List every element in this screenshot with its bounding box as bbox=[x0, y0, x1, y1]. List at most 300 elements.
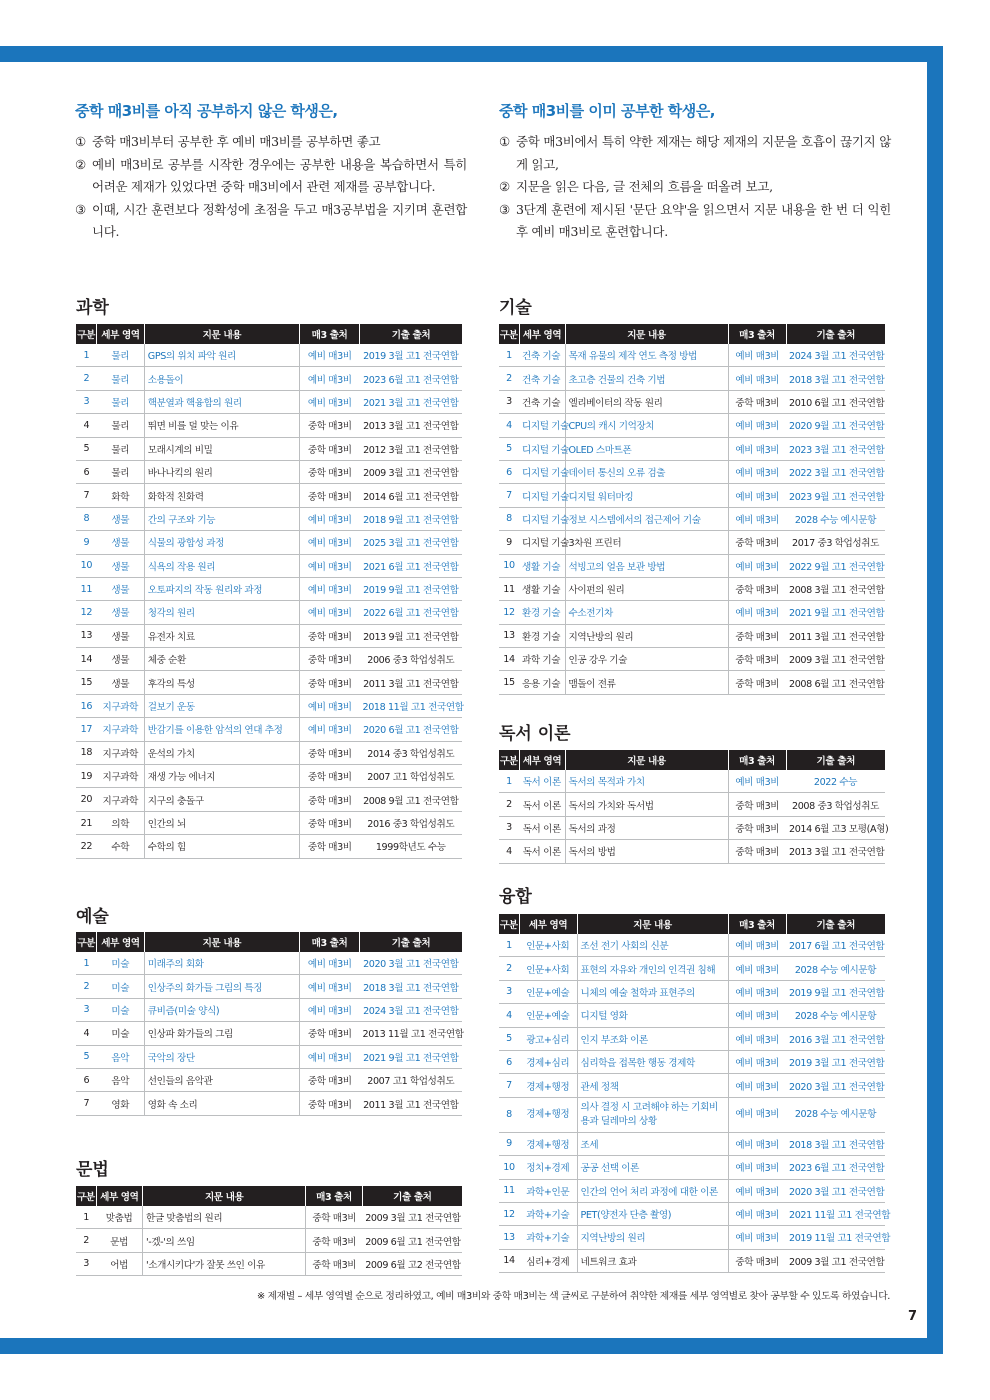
cell-source: 예비 매3비 bbox=[300, 975, 360, 998]
column-header: 구분 bbox=[499, 324, 519, 344]
cell-source: 예비 매3비 bbox=[728, 344, 786, 367]
guide-step bbox=[75, 131, 467, 154]
cell-number: 3 bbox=[499, 980, 519, 1003]
guide-steps bbox=[499, 131, 891, 244]
guide-step bbox=[499, 176, 891, 199]
cell-exam: 2014 중3 학업성취도 bbox=[360, 741, 462, 764]
table-arts bbox=[76, 932, 462, 1116]
cell-area: 물리 bbox=[97, 367, 145, 390]
table-row bbox=[499, 1249, 885, 1272]
cell-source: 예비 매3비 bbox=[300, 531, 360, 554]
cell-number: 14 bbox=[76, 648, 97, 671]
cell-area: 지구과학 bbox=[97, 765, 145, 788]
cell-number: 3 bbox=[499, 390, 519, 413]
column-header: 구분 bbox=[499, 914, 519, 934]
cell-area: 생활 기술 bbox=[519, 577, 565, 600]
cell-content: 간의 구조와 기능 bbox=[144, 507, 299, 530]
cell-content: 지역난방의 원리 bbox=[577, 1226, 728, 1249]
table-row bbox=[76, 835, 462, 858]
table-header-row bbox=[499, 914, 885, 934]
cell-area: 인문+사회 bbox=[519, 934, 577, 957]
cell-area: 화학 bbox=[97, 484, 145, 507]
cell-exam: 2012 3월 고1 전국연합 bbox=[360, 437, 462, 460]
cell-number: 16 bbox=[76, 694, 97, 717]
cell-area: 생활 기술 bbox=[519, 554, 565, 577]
cell-exam: 2017 중3 학업성취도 bbox=[786, 531, 885, 554]
cell-number: 10 bbox=[499, 1156, 519, 1179]
cell-content: 소용돌이 bbox=[144, 367, 299, 390]
table-row bbox=[499, 957, 885, 980]
cell-source: 중학 매3비 bbox=[728, 648, 786, 671]
column-header: 지문 내용 bbox=[565, 750, 728, 770]
cell-area: 디지털 기술 bbox=[519, 460, 565, 483]
cell-exam: 2019 11월 고1 전국연합 bbox=[786, 1226, 885, 1249]
table-header-row bbox=[76, 324, 462, 344]
cell-content: 국악의 장단 bbox=[144, 1045, 299, 1068]
cell-content: 목재 유물의 제작 연도 측정 방법 bbox=[565, 344, 728, 367]
step-number: ① bbox=[499, 134, 510, 149]
cell-exam: 2007 고1 학업성취도 bbox=[360, 1068, 462, 1091]
cell-source: 예비 매3비 bbox=[300, 344, 360, 367]
cell-source: 중학 매3비 bbox=[300, 648, 360, 671]
cell-number: 17 bbox=[76, 718, 97, 741]
column-header: 기출 출처 bbox=[786, 324, 885, 344]
cell-exam: 2008 3월 고1 전국연합 bbox=[786, 577, 885, 600]
cell-number: 3 bbox=[76, 1252, 96, 1275]
table-row bbox=[499, 344, 885, 367]
cell-content: 바나나킥의 원리 bbox=[144, 460, 299, 483]
table-row bbox=[499, 601, 885, 624]
table-row bbox=[76, 484, 462, 507]
cell-number: 12 bbox=[76, 601, 97, 624]
table-row bbox=[499, 1074, 885, 1097]
cell-source: 예비 매3비 bbox=[300, 367, 360, 390]
cell-source: 중학 매3비 bbox=[300, 437, 360, 460]
cell-source: 중학 매3비 bbox=[728, 624, 786, 647]
cell-source: 중학 매3비 bbox=[300, 765, 360, 788]
cell-content: 수학의 힘 bbox=[144, 835, 299, 858]
column-header: 지문 내용 bbox=[144, 324, 299, 344]
cell-area: 물리 bbox=[97, 460, 145, 483]
cell-exam: 2022 9월 고1 전국연합 bbox=[786, 554, 885, 577]
cell-content: 관세 정책 bbox=[577, 1074, 728, 1097]
cell-area: 생물 bbox=[97, 601, 145, 624]
cell-number: 1 bbox=[76, 1206, 96, 1229]
table-row bbox=[76, 811, 462, 834]
table-row bbox=[76, 694, 462, 717]
column-header: 매3 출처 bbox=[728, 324, 786, 344]
cell-area: 생물 bbox=[97, 624, 145, 647]
table-row bbox=[76, 367, 462, 390]
cell-area: 물리 bbox=[97, 344, 145, 367]
cell-area: 물리 bbox=[97, 390, 145, 413]
cell-number: 4 bbox=[76, 414, 97, 437]
cell-exam: 2020 3월 고1 전국연합 bbox=[786, 1179, 885, 1202]
guide-step bbox=[75, 154, 467, 199]
cell-content: 오토파지의 작동 원리와 과정 bbox=[144, 577, 299, 600]
table-row bbox=[76, 1068, 462, 1091]
cell-area: 과학+기술 bbox=[519, 1226, 577, 1249]
cell-number: 7 bbox=[76, 484, 97, 507]
table-row bbox=[76, 624, 462, 647]
cell-number: 13 bbox=[76, 624, 97, 647]
step-text: 이때, 시간 훈련보다 정확성에 초점을 두고 매3공부법을 지키며 훈련합니다. bbox=[92, 201, 467, 239]
cell-content: 선인들의 음악관 bbox=[144, 1068, 299, 1091]
column-header: 세부 영역 bbox=[519, 324, 565, 344]
cell-source: 중학 매3비 bbox=[728, 1249, 786, 1272]
cell-number: 7 bbox=[499, 1074, 519, 1097]
cell-number: 2 bbox=[76, 975, 97, 998]
table-row bbox=[499, 1004, 885, 1027]
cell-area: 의학 bbox=[97, 811, 145, 834]
cell-number: 1 bbox=[499, 344, 519, 367]
table-row bbox=[76, 1092, 462, 1115]
table-row bbox=[76, 460, 462, 483]
cell-area: 어법 bbox=[96, 1252, 142, 1275]
column-header: 세부 영역 bbox=[97, 324, 145, 344]
cell-area: 과학+기술 bbox=[519, 1202, 577, 1225]
cell-source: 예비 매3비 bbox=[728, 601, 786, 624]
column-header: 구분 bbox=[76, 1186, 96, 1206]
cell-source: 중학 매3비 bbox=[306, 1206, 362, 1229]
cell-content: 디지털 워터마킹 bbox=[565, 484, 728, 507]
table-row bbox=[499, 770, 885, 793]
column-header: 구분 bbox=[76, 324, 97, 344]
cell-content: 수소전기차 bbox=[565, 601, 728, 624]
table-grammar bbox=[76, 1186, 462, 1276]
table-row bbox=[76, 601, 462, 624]
cell-area: 생물 bbox=[97, 577, 145, 600]
cell-source: 예비 매3비 bbox=[728, 1226, 786, 1249]
cell-number: 2 bbox=[76, 1229, 96, 1252]
table-row bbox=[76, 390, 462, 413]
column-header: 매3 출처 bbox=[306, 1186, 362, 1206]
cell-source: 예비 매3비 bbox=[300, 601, 360, 624]
table-row bbox=[499, 980, 885, 1003]
guide-title: 중학 매3비를 이미 공부한 학생은, bbox=[499, 102, 715, 120]
cell-area: 환경 기술 bbox=[519, 601, 565, 624]
section-title-technology: 기술 bbox=[499, 298, 532, 318]
table-row bbox=[76, 1206, 462, 1229]
table-row bbox=[499, 671, 885, 694]
cell-area: 인문+예술 bbox=[519, 1004, 577, 1027]
cell-content: 석빙고의 얼음 보관 방법 bbox=[565, 554, 728, 577]
cell-content: GPS의 위치 파악 원리 bbox=[144, 344, 299, 367]
section-title-reading: 독서 이론 bbox=[499, 724, 571, 744]
cell-exam: 2020 9월 고1 전국연합 bbox=[786, 414, 885, 437]
cell-area: 생물 bbox=[97, 507, 145, 530]
cell-source: 예비 매3비 bbox=[728, 1156, 786, 1179]
top-blue-bar bbox=[0, 46, 943, 62]
cell-number: 9 bbox=[76, 531, 97, 554]
table-row bbox=[499, 507, 885, 530]
cell-area: 경제+행정 bbox=[519, 1074, 577, 1097]
cell-content: 핵분열과 핵융합의 원리 bbox=[144, 390, 299, 413]
cell-exam: 2018 11월 고1 전국연합 bbox=[360, 694, 462, 717]
cell-exam: 2022 3월 고1 전국연합 bbox=[786, 460, 885, 483]
cell-content: 모래시계의 비밀 bbox=[144, 437, 299, 460]
cell-exam: 2016 3월 고1 전국연합 bbox=[786, 1027, 885, 1050]
cell-exam: 2028 수능 예시문항 bbox=[786, 957, 885, 980]
column-header: 기출 출처 bbox=[360, 324, 462, 344]
cell-exam: 2009 3월 고1 전국연합 bbox=[360, 460, 462, 483]
table-row bbox=[76, 437, 462, 460]
cell-number: 6 bbox=[499, 460, 519, 483]
cell-source: 중학 매3비 bbox=[728, 531, 786, 554]
step-text: 지문을 읽은 다음, 글 전체의 흐름을 떠올려 보고, bbox=[516, 179, 773, 194]
cell-number: 21 bbox=[76, 811, 97, 834]
cell-area: 물리 bbox=[97, 437, 145, 460]
cell-number: 7 bbox=[499, 484, 519, 507]
cell-source: 중학 매3비 bbox=[300, 1092, 360, 1115]
cell-source: 중학 매3비 bbox=[300, 811, 360, 834]
cell-content: 식물의 광합성 과정 bbox=[144, 531, 299, 554]
cell-exam: 2011 3월 고1 전국연합 bbox=[360, 1092, 462, 1115]
cell-exam: 2018 9월 고1 전국연합 bbox=[360, 507, 462, 530]
cell-exam: 2021 9월 고1 전국연합 bbox=[360, 1045, 462, 1068]
table-row bbox=[76, 507, 462, 530]
cell-source: 예비 매3비 bbox=[728, 1004, 786, 1027]
cell-number: 9 bbox=[499, 531, 519, 554]
table-row bbox=[499, 367, 885, 390]
cell-area: 미술 bbox=[97, 952, 145, 975]
cell-content: 조세 bbox=[577, 1132, 728, 1155]
cell-source: 예비 매3비 bbox=[728, 554, 786, 577]
column-header: 세부 영역 bbox=[519, 914, 577, 934]
cell-exam: 2009 6월 고1 전국연합 bbox=[362, 1229, 462, 1252]
column-header: 세부 영역 bbox=[519, 750, 565, 770]
cell-number: 13 bbox=[499, 624, 519, 647]
cell-source: 예비 매3비 bbox=[728, 460, 786, 483]
cell-source: 예비 매3비 bbox=[300, 1045, 360, 1068]
cell-exam: 2009 3월 고1 전국연합 bbox=[786, 648, 885, 671]
cell-exam: 2013 9월 고1 전국연합 bbox=[360, 624, 462, 647]
cell-exam: 2009 6월 고2 전국연합 bbox=[362, 1252, 462, 1275]
cell-exam: 2023 9월 고1 전국연합 bbox=[786, 484, 885, 507]
cell-content: 운석의 가치 bbox=[144, 741, 299, 764]
table-row bbox=[499, 390, 885, 413]
table-row bbox=[499, 816, 885, 839]
guide-step bbox=[75, 199, 467, 244]
cell-content: 맴돌이 전류 bbox=[565, 671, 728, 694]
cell-exam: 2021 6월 고1 전국연합 bbox=[360, 554, 462, 577]
cell-source: 예비 매3비 bbox=[300, 998, 360, 1021]
cell-source: 중학 매3비 bbox=[300, 484, 360, 507]
cell-area: 지구과학 bbox=[97, 788, 145, 811]
step-text: 중학 매3비부터 공부한 후 예비 매3비를 공부하면 좋고 bbox=[92, 134, 381, 149]
cell-area: 지구과학 bbox=[97, 741, 145, 764]
column-header: 매3 출처 bbox=[300, 324, 360, 344]
cell-number: 20 bbox=[76, 788, 97, 811]
cell-area: 독서 이론 bbox=[519, 793, 565, 816]
table-row bbox=[76, 952, 462, 975]
cell-exam: 2013 3월 고1 전국연합 bbox=[786, 840, 885, 863]
table-header-row bbox=[76, 1186, 462, 1206]
cell-source: 중학 매3비 bbox=[728, 793, 786, 816]
cell-content: 영화 속 소리 bbox=[144, 1092, 299, 1115]
cell-source: 중학 매3비 bbox=[728, 816, 786, 839]
cell-area: 경제+심리 bbox=[519, 1050, 577, 1073]
cell-number: 2 bbox=[76, 367, 97, 390]
cell-source: 예비 매3비 bbox=[300, 952, 360, 975]
table-row bbox=[499, 1202, 885, 1225]
cell-exam: 2017 6월 고1 전국연합 bbox=[786, 934, 885, 957]
cell-number: 12 bbox=[499, 601, 519, 624]
cell-number: 13 bbox=[499, 1226, 519, 1249]
cell-content: 지구의 충돌구 bbox=[144, 788, 299, 811]
table-row bbox=[499, 437, 885, 460]
cell-exam: 2016 중3 학업성취도 bbox=[360, 811, 462, 834]
table-row bbox=[76, 554, 462, 577]
cell-number: 8 bbox=[76, 507, 97, 530]
guide-not-studied bbox=[75, 100, 467, 244]
cell-exam: 2021 9월 고1 전국연합 bbox=[786, 601, 885, 624]
table-row bbox=[76, 998, 462, 1021]
step-number: ③ bbox=[75, 201, 86, 217]
cell-area: 디지털 기술 bbox=[519, 531, 565, 554]
cell-content: 표현의 자유와 개인의 인격권 침해 bbox=[577, 957, 728, 980]
cell-exam: 2014 6월 고3 모평(A형) bbox=[786, 816, 885, 839]
cell-exam: 2006 중3 학업성취도 bbox=[360, 648, 462, 671]
table-row bbox=[76, 648, 462, 671]
cell-content: 큐비즘(미술 양식) bbox=[144, 998, 299, 1021]
cell-source: 예비 매3비 bbox=[728, 367, 786, 390]
cell-exam: 2020 3월 고1 전국연합 bbox=[360, 952, 462, 975]
cell-area: 광고+심리 bbox=[519, 1027, 577, 1050]
cell-source: 중학 매3비 bbox=[306, 1252, 362, 1275]
cell-source: 예비 매3비 bbox=[300, 577, 360, 600]
cell-exam: 2011 3월 고1 전국연합 bbox=[786, 624, 885, 647]
cell-source: 중학 매3비 bbox=[306, 1229, 362, 1252]
cell-number: 5 bbox=[499, 1027, 519, 1050]
cell-area: 독서 이론 bbox=[519, 770, 565, 793]
table-row bbox=[499, 1156, 885, 1179]
cell-number: 4 bbox=[76, 1022, 97, 1045]
table-row bbox=[499, 484, 885, 507]
cell-area: 생물 bbox=[97, 648, 145, 671]
cell-number: 8 bbox=[499, 507, 519, 530]
cell-content: 청각의 원리 bbox=[144, 601, 299, 624]
cell-area: 물리 bbox=[97, 414, 145, 437]
cell-content: 체중 순환 bbox=[144, 648, 299, 671]
cell-area: 영화 bbox=[97, 1092, 145, 1115]
cell-exam: 2011 3월 고1 전국연합 bbox=[360, 671, 462, 694]
cell-area: 음악 bbox=[97, 1068, 145, 1091]
step-text: 3단계 훈련에 제시된 '문단 요약'을 읽으면서 지문 내용을 한 번 더 익힌 후 예비 매3비로 훈련합니다. bbox=[516, 201, 891, 239]
cell-area: 심리+경제 bbox=[519, 1249, 577, 1272]
cell-content: 인상파 화가들의 그림 bbox=[144, 1022, 299, 1045]
cell-area: 인문+사회 bbox=[519, 957, 577, 980]
column-header: 매3 출처 bbox=[728, 750, 786, 770]
cell-exam: 2013 3월 고1 전국연합 bbox=[360, 414, 462, 437]
cell-number: 14 bbox=[499, 1249, 519, 1272]
cell-number: 3 bbox=[76, 390, 97, 413]
cell-area: 디지털 기술 bbox=[519, 484, 565, 507]
step-text: 예비 매3비로 공부를 시작한 경우에는 공부한 내용을 복습하면서 특히 어려운 제재가 있었다면 중학 매3비에서 관련 제재를 공부합니다. bbox=[92, 156, 467, 194]
guide-already-studied bbox=[499, 100, 891, 244]
cell-content: 미래주의 회화 bbox=[144, 952, 299, 975]
cell-number: 5 bbox=[76, 437, 97, 460]
table-row bbox=[76, 718, 462, 741]
cell-area: 경제+행정 bbox=[519, 1097, 577, 1132]
cell-content: 식욕의 작용 원리 bbox=[144, 554, 299, 577]
table-row bbox=[499, 1050, 885, 1073]
cell-source: 예비 매3비 bbox=[300, 694, 360, 717]
cell-exam: 2018 3월 고1 전국연합 bbox=[786, 367, 885, 390]
column-header: 구분 bbox=[76, 932, 97, 952]
cell-number: 4 bbox=[499, 1004, 519, 1027]
cell-number: 22 bbox=[76, 835, 97, 858]
cell-content: 뛰면 비를 덜 맞는 이유 bbox=[144, 414, 299, 437]
table-row bbox=[499, 793, 885, 816]
cell-area: 생물 bbox=[97, 554, 145, 577]
cell-content: 심리학을 접목한 행동 경제학 bbox=[577, 1050, 728, 1073]
cell-exam: 2018 3월 고1 전국연합 bbox=[360, 975, 462, 998]
column-header: 지문 내용 bbox=[143, 1186, 306, 1206]
cell-area: 과학 기술 bbox=[519, 648, 565, 671]
table-row bbox=[76, 577, 462, 600]
table-header-row bbox=[499, 750, 885, 770]
table-row bbox=[499, 531, 885, 554]
cell-exam: 2009 3월 고1 전국연합 bbox=[362, 1206, 462, 1229]
cell-area: 건축 기술 bbox=[519, 367, 565, 390]
section-title-arts: 예술 bbox=[76, 907, 109, 927]
cell-exam: 2023 6월 고1 전국연합 bbox=[786, 1156, 885, 1179]
cell-content: 초고층 건물의 건축 기법 bbox=[565, 367, 728, 390]
cell-area: 수학 bbox=[97, 835, 145, 858]
cell-exam: 2025 3월 고1 전국연합 bbox=[360, 531, 462, 554]
footnote: ※ 제재별 – 세부 영역별 순으로 정리하였고, 예비 매3비와 중학 매3비는 색 글씨로 구분하여 취약한 제재를 세부 영역별로 찾아 공부할 수 있도록 하였습니다. bbox=[257, 1291, 890, 1302]
cell-content: CPU의 캐시 기억장치 bbox=[565, 414, 728, 437]
step-number: ① bbox=[75, 134, 86, 149]
cell-source: 중학 매3비 bbox=[300, 788, 360, 811]
table-row bbox=[76, 741, 462, 764]
guide-title: 중학 매3비를 아직 공부하지 않은 학생은, bbox=[75, 102, 338, 120]
step-number: ② bbox=[75, 156, 86, 172]
cell-area: 독서 이론 bbox=[519, 816, 565, 839]
cell-number: 8 bbox=[499, 1097, 519, 1132]
cell-source: 예비 매3비 bbox=[300, 718, 360, 741]
table-row bbox=[499, 1179, 885, 1202]
cell-content: 조선 전기 사회의 신분 bbox=[577, 934, 728, 957]
table-row bbox=[499, 1226, 885, 1249]
cell-number: 18 bbox=[76, 741, 97, 764]
cell-number: 1 bbox=[76, 344, 97, 367]
cell-area: 지구과학 bbox=[97, 694, 145, 717]
cell-number: 4 bbox=[499, 414, 519, 437]
cell-area: 경제+행정 bbox=[519, 1132, 577, 1155]
column-header: 구분 bbox=[499, 750, 519, 770]
cell-content: 지역난방의 원리 bbox=[565, 624, 728, 647]
cell-source: 예비 매3비 bbox=[728, 1179, 786, 1202]
cell-exam: 2013 11월 고1 전국연합 bbox=[360, 1022, 462, 1045]
table-science bbox=[76, 324, 462, 859]
cell-area: 디지털 기술 bbox=[519, 414, 565, 437]
column-header: 매3 출처 bbox=[728, 914, 786, 934]
cell-area: 독서 이론 bbox=[519, 840, 565, 863]
table-row bbox=[499, 624, 885, 647]
cell-content: 인간의 언어 처리 과정에 대한 이론 bbox=[577, 1179, 728, 1202]
cell-source: 예비 매3비 bbox=[728, 484, 786, 507]
cell-source: 중학 매3비 bbox=[728, 577, 786, 600]
table-convergence bbox=[499, 914, 891, 1273]
column-header: 세부 영역 bbox=[96, 1186, 142, 1206]
cell-area: 생물 bbox=[97, 531, 145, 554]
cell-number: 14 bbox=[499, 648, 519, 671]
table-row bbox=[76, 788, 462, 811]
cell-content: 독서의 과정 bbox=[565, 816, 728, 839]
cell-area: 환경 기술 bbox=[519, 624, 565, 647]
